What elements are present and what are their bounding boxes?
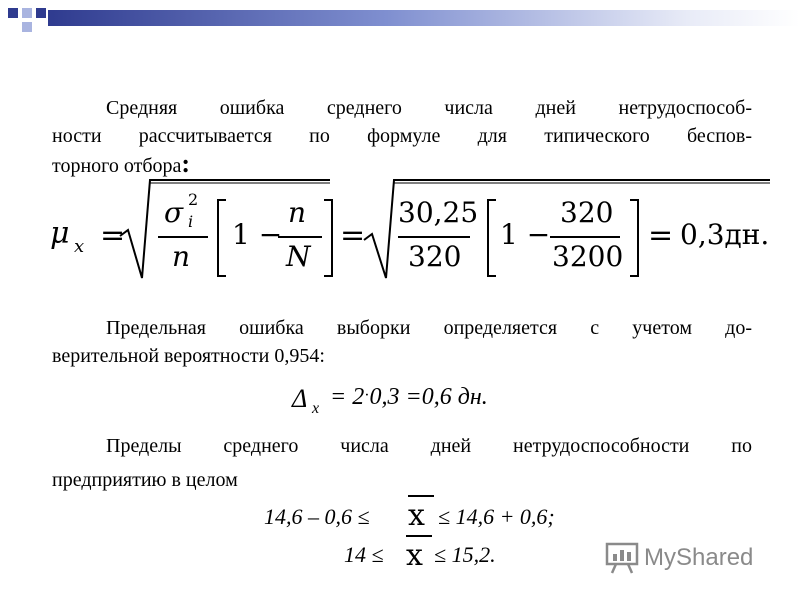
mu-symbol: μ (50, 216, 70, 251)
paragraph-1-line-1: Средняя ошибка среднего числа дней нетрудоспособ- (106, 97, 752, 119)
delta-symbol: Δ (292, 384, 308, 413)
equals-sign-2: = (340, 218, 366, 253)
left-bracket-1 (218, 200, 226, 276)
paragraph-1-colon: : (181, 149, 191, 178)
right-bracket-2 (630, 200, 638, 276)
denominator-n: n (172, 240, 191, 273)
formula-2-part-b: 0,3 =0,6 дн. (369, 384, 488, 410)
multiplication-dot: · (364, 387, 370, 404)
paragraph-1-line-3-text: торного отбора (52, 155, 182, 177)
denominator-N: N (286, 240, 311, 273)
inequality-2-left: 14 ≤ (344, 542, 384, 567)
inequality-1-left: 14,6 – 0,6 ≤ (264, 504, 370, 529)
result-value: 0,3дн. (680, 218, 770, 251)
paragraph-2-line-2: верительной вероятности 0,954: (52, 345, 325, 367)
sigma-subscript: i (188, 212, 194, 231)
watermark (604, 538, 774, 578)
one-minus-2: 1 − (500, 218, 551, 251)
presentation-board-icon (604, 540, 640, 576)
equals-sign-1: = (100, 218, 126, 253)
numerator-320: 320 (560, 196, 614, 229)
inequality-1-right: ≤ 14,6 + 0,6; (438, 504, 555, 529)
numerator-n: n (288, 196, 307, 229)
sigma-symbol: σ (164, 196, 184, 229)
x-bar-symbol-2: x (406, 538, 423, 573)
mu-subscript: x (74, 236, 85, 257)
equals-sign-3: = (648, 218, 674, 253)
denominator-3200: 3200 (552, 240, 624, 273)
paragraph-2-line-1: Предельная ошибка выборки определяется с учетом до- (106, 317, 752, 339)
denominator-320: 320 (408, 240, 462, 273)
formula-2-part-a: = 2 (330, 384, 365, 410)
one-minus-1: 1 − (232, 218, 283, 251)
formula-2-left (330, 384, 488, 411)
delta-subscript: x (312, 400, 320, 417)
paragraph-3-line-1: Пределы среднего числа дней нетрудоспособности по (106, 435, 752, 457)
sigma-superscript: 2 (188, 190, 199, 209)
watermark-text: MyShared (644, 544, 754, 571)
right-bracket-1 (324, 200, 332, 276)
inequality-2-right: ≤ 15,2. (434, 542, 496, 567)
numerator-30-25: 30,25 (398, 196, 479, 229)
x-bar-symbol-1: x (408, 498, 425, 533)
paragraph-1-line-2: ности рассчитывается по формуле для типического беспов- (52, 125, 752, 147)
paragraph-3-line-2: предприятию в целом (52, 469, 238, 491)
left-bracket-2 (488, 200, 496, 276)
